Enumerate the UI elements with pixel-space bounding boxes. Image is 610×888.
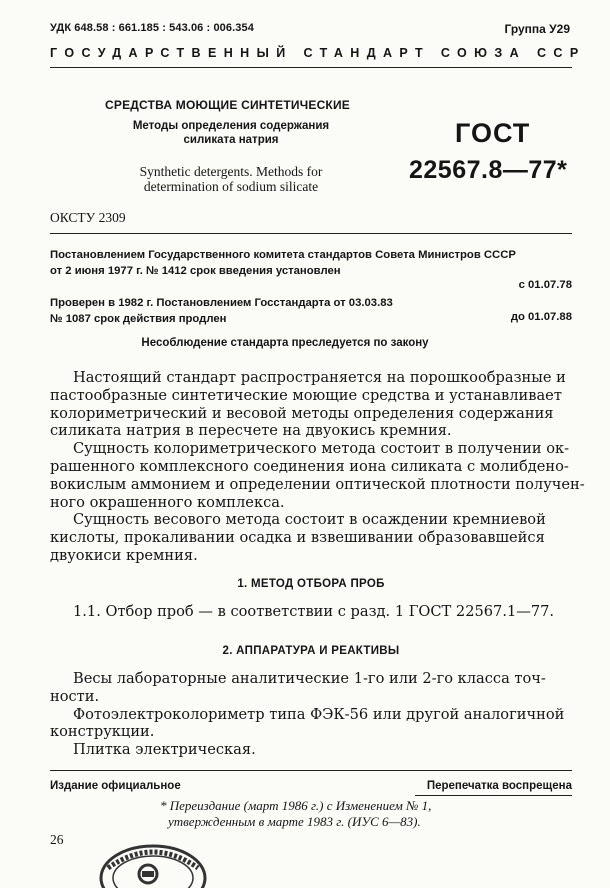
standard-subtitle-rus xyxy=(122,119,340,147)
revision-line-2: № 1087 срок действия продлен xyxy=(50,312,227,325)
okstu-code: ОКСТУ 2309 xyxy=(50,210,126,225)
decree-line-1: Постановлением Государственного комитета стандартов Совета Министров СССР xyxy=(50,249,516,261)
intro-paragraph-2: Сущность колориметрического метода состоит в получении ок- рашенного комплексного соединения иона силиката с молибдено- вокислым аммонием и определении оптической плотности получен- ного окрашенного комплекса. xyxy=(50,440,585,511)
footnote-line-1: * Переиздание (март 1986 г.) с Изменением № 1, xyxy=(160,798,432,813)
equipment-item-1: Весы лабораторные аналитические 1-го или 2-го класса точ- ности. xyxy=(50,670,546,705)
decree-line-2: от 2 июня 1977 г. № 1412 срок введения установлен xyxy=(50,264,341,277)
header-divider xyxy=(50,67,572,68)
footnote xyxy=(160,798,431,830)
intro-section xyxy=(50,369,585,565)
gost-number: 22567.8—77* xyxy=(409,156,568,184)
footer-divider xyxy=(50,770,572,771)
official-edition-label: Издание официальное xyxy=(50,780,181,792)
section-1-body xyxy=(50,603,572,621)
udk-code: УДК 648.58 : 661.185 : 543.06 : 006.354 xyxy=(50,22,254,34)
standard-title-rus: СРЕДСТВА МОЮЩИЕ СИНТЕТИЧЕСКИЕ xyxy=(105,98,350,112)
decree-block xyxy=(50,248,574,279)
revision-block xyxy=(50,296,500,327)
effective-date: с 01.07.78 xyxy=(518,279,572,291)
library-stamp-icon xyxy=(98,838,208,888)
eng-title-line-2: determination of sodium silicate xyxy=(143,179,319,194)
reprint-prohibited-label: Перепечатка воспрещена xyxy=(426,780,572,792)
equipment-item-3: Плитка электрическая. xyxy=(73,741,256,759)
subtitle-line-1: Методы определения содержания xyxy=(132,120,330,132)
eng-title-line-1: Synthetic detergents. Methods for xyxy=(139,164,323,179)
footer-right-underline xyxy=(415,795,572,796)
revision-line-1: Проверен в 1982 г. Постановлением Госстандарта от 03.03.83 xyxy=(50,297,393,309)
page-number: 26 xyxy=(50,832,64,847)
subtitle-line-2: силиката натрия xyxy=(183,134,279,146)
extended-date: до 01.07.88 xyxy=(510,311,572,323)
gost-label: ГОСТ xyxy=(455,118,531,148)
section-1-heading: 1. МЕТОД ОТБОРА ПРОБ xyxy=(237,578,385,590)
section-2-body xyxy=(50,670,572,759)
intro-paragraph-3: Сущность весового метода состоит в осаждении кремниевой кислоты, прокаливании осадка и взвешивании образовавшейся двуокиси кремния. xyxy=(50,511,546,564)
section-1-item: 1.1. Отбор проб — в соответствии с разд. 1 ГОСТ 22567.1—77. xyxy=(73,603,555,620)
section-2-heading: 2. АППАРАТУРА И РЕАКТИВЫ xyxy=(222,645,400,657)
standard-title-eng xyxy=(122,164,340,194)
footnote-line-2: утвержденным в марте 1983 г. (ИУС 6—83). xyxy=(168,814,421,829)
intro-paragraph-1: Настоящий стандарт распространяется на порошкообразные и пастообразные синтетические моющие средства и устанавливает колориметрический и весовой методы определения содержания силиката натрия в пересчете на двуокись кремния. xyxy=(50,369,566,440)
group-code: Группа У29 xyxy=(504,22,570,36)
legal-warning: Несоблюдение стандарта преследуется по закону xyxy=(141,337,429,349)
state-standard-title: ГОСУДАРСТВЕННЫЙ СТАНДАРТ СОЮЗА ССР xyxy=(50,46,586,60)
equipment-item-2: Фотоэлектроколориметр типа ФЭК-56 или другой аналогичной конструкции. xyxy=(50,705,565,741)
okstu-divider xyxy=(50,233,572,234)
